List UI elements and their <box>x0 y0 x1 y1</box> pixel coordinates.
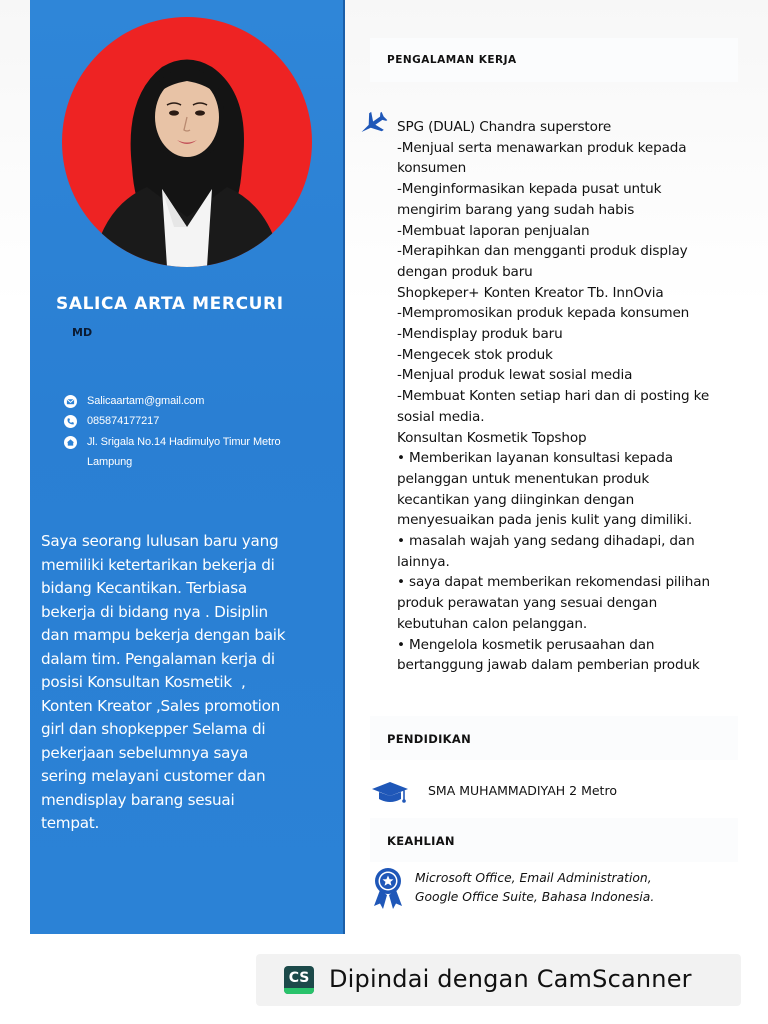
experience-line: kebutuhan calon pelanggan. <box>397 615 587 632</box>
about-me <box>41 530 326 836</box>
graduation-cap-icon <box>370 780 410 806</box>
experience-line: -Mendisplay produk baru <box>397 326 563 343</box>
experience-line: -Merapihkan dan mengganti produk display <box>397 243 688 260</box>
about-line: memiliki ketertarikan bekerja di <box>41 555 275 574</box>
education-heading: PENDIDIKAN <box>387 732 471 746</box>
experience-line: dengan produk baru <box>397 263 533 280</box>
experience-line: -Menginformasikan kepada pusat untuk <box>397 181 662 198</box>
contact-email[interactable] <box>64 394 204 411</box>
skills-line: Microsoft Office, Email Administration, <box>415 871 652 885</box>
experience-line: kecantikan yang diinginkan dengan <box>397 491 635 508</box>
experience-line: -Membuat Konten setiap hari dan di posting ke <box>397 388 710 405</box>
experience-line: menyesuaikan pada jenis kulit yang dimiliki. <box>397 512 693 529</box>
education-school: SMA MUHAMMADIYAH 2 Metro <box>428 783 617 798</box>
experience-line: Shopkeper+ Konten Kreator Tb. InnOvia <box>397 284 664 301</box>
award-ribbon-icon <box>371 866 405 910</box>
profile-photo <box>62 17 312 267</box>
experience-line: Konsultan Kosmetik Topshop <box>397 429 587 446</box>
experience-line: bertanggung jawab dalam pemberian produk <box>397 657 700 674</box>
about-line: sering melayani customer dan <box>41 767 266 785</box>
experience-line: • masalah wajah yang sedang dihadapi, dan <box>397 533 695 550</box>
experience-list <box>397 117 742 676</box>
mail-icon <box>64 395 77 408</box>
about-line: dan mampu bekerja dengan baik <box>41 626 286 644</box>
about-line: bekerja di bidang nya . Disiplin <box>41 602 268 621</box>
home-icon <box>64 436 77 449</box>
about-line: Konten Kreator ,Sales promotion <box>41 696 281 715</box>
skills-line: Google Office Suite, Bahasa Indonesia. <box>415 890 655 904</box>
contact-address-text: Jl. Srigala No.14 Hadimulyo Timur Metro Lampung <box>87 436 281 468</box>
about-line: girl dan shopkepper Selama di <box>41 720 266 738</box>
camscanner-watermark <box>256 954 741 1006</box>
experience-line: -Mempromosikan produk kepada konsumen <box>397 305 690 322</box>
experience-line: konsumen <box>397 160 467 177</box>
experience-line: • saya dapat memberikan rekomendasi pilihan <box>397 574 710 591</box>
experience-line: SPG (DUAL) Chandra superstore <box>397 119 612 135</box>
about-line: pekerjaan sebelumnya saya <box>41 743 249 762</box>
experience-line: -Mengecek stok produk <box>397 346 553 363</box>
airplane-icon <box>357 109 389 139</box>
contact-phone[interactable] <box>64 414 159 431</box>
contact-email-text: Salicaartam@gmail.com <box>87 395 205 407</box>
about-line: Saya seorang lulusan baru yang <box>41 532 279 550</box>
profile-role: MD <box>72 326 93 339</box>
phone-icon <box>64 415 77 428</box>
experience-line: -Menjual serta menawarkan produk kepada <box>397 139 687 156</box>
experience-line: lainnya. <box>397 553 450 570</box>
experience-line: pelanggan untuk menentukan produk <box>397 470 650 487</box>
profile-sidebar <box>30 0 345 934</box>
profile-name: SALICA ARTA MERCURI <box>56 294 284 314</box>
camscanner-text: Dipindai dengan CamScanner <box>329 965 692 993</box>
experience-heading: PENGALAMAN KERJA <box>387 54 517 66</box>
contact-address <box>64 435 281 472</box>
experience-line: sosial media. <box>397 408 485 425</box>
experience-line: • Mengelola kosmetik perusaahan dan <box>397 636 655 653</box>
person-portrait-image <box>62 17 312 267</box>
experience-line: • Memberikan layanan konsultasi kepada <box>397 450 673 467</box>
about-line: bidang Kecantikan. Terbiasa <box>41 579 247 597</box>
about-line: tempat. <box>41 814 100 832</box>
contact-phone-text: 085874177217 <box>87 415 160 427</box>
about-line: mendisplay barang sesuai <box>41 790 235 809</box>
about-line: posisi Konsultan Kosmetik , <box>41 673 246 691</box>
experience-line: -Menjual produk lewat sosial media <box>397 367 633 384</box>
experience-line: produk perawatan yang sesuai dengan <box>397 595 658 612</box>
experience-line: mengirim barang yang sudah habis <box>397 201 635 218</box>
skills-heading: KEAHLIAN <box>387 834 455 848</box>
experience-line: -Membuat laporan penjualan <box>397 222 590 239</box>
about-line: dalam tim. Pengalaman kerja di <box>41 649 275 668</box>
camscanner-logo-icon: CS <box>284 966 314 994</box>
skills-list <box>415 869 735 907</box>
